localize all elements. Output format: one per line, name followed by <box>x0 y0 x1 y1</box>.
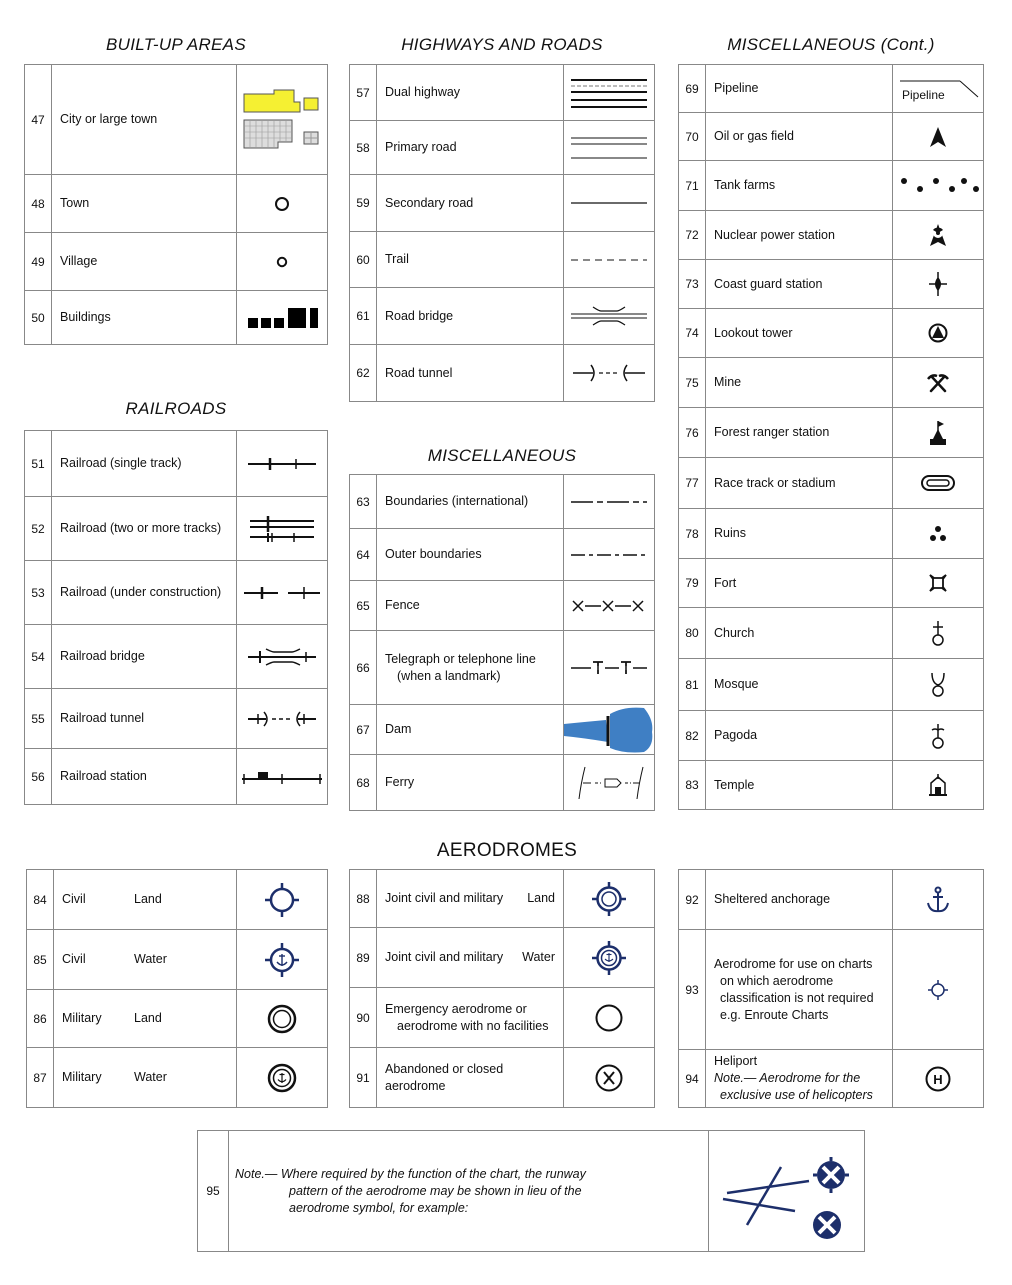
row-number: 75 <box>679 358 706 408</box>
table-row <box>679 113 984 161</box>
row-label: Railroad (under construction) <box>52 561 237 625</box>
row-label: Abandoned or closed aerodrome <box>377 1048 564 1108</box>
table-row <box>198 1131 865 1252</box>
table-row <box>679 260 984 309</box>
table-row <box>27 930 328 990</box>
row-number: 66 <box>350 631 377 705</box>
row-note: exclusive use of helicopters <box>720 1088 873 1102</box>
table-row <box>679 408 984 458</box>
secondary-road-icon <box>564 175 655 232</box>
row-label: Village <box>52 233 237 291</box>
road-tunnel-icon <box>564 345 655 402</box>
table-row <box>350 475 655 529</box>
fort-icon <box>893 559 984 608</box>
row-label: Lookout tower <box>706 309 893 358</box>
row-label: Buildings <box>52 291 237 345</box>
table-row <box>25 233 328 291</box>
row-label: Town <box>52 175 237 233</box>
row-number: 58 <box>350 121 377 175</box>
row-label: Heliport <box>714 1054 758 1068</box>
row-label: City or large town <box>52 65 237 175</box>
row-number: 80 <box>679 608 706 659</box>
table-row <box>679 559 984 608</box>
row-label: Pipeline <box>706 65 893 113</box>
row-label: Forest ranger station <box>706 408 893 458</box>
row-number: 60 <box>350 232 377 288</box>
table-row <box>25 175 328 233</box>
row-label-group <box>377 870 564 928</box>
abandoned-aerodrome-icon <box>564 1048 655 1108</box>
row-label: Road bridge <box>377 288 564 345</box>
runway-pattern-icon <box>709 1131 865 1252</box>
civil-water-icon <box>237 930 328 990</box>
row-label: Secondary road <box>377 175 564 232</box>
row-label-group <box>54 990 237 1048</box>
dam-icon <box>564 705 655 755</box>
row-number: 48 <box>25 175 52 233</box>
row-number: 69 <box>679 65 706 113</box>
row-label-group <box>54 1048 237 1108</box>
row-label-group <box>54 870 237 930</box>
row-label: Military <box>62 1011 102 1025</box>
row-number: 91 <box>350 1048 377 1108</box>
row-number: 83 <box>679 761 706 810</box>
outer-boundary-icon <box>564 529 655 581</box>
row-label: Tank farms <box>706 161 893 211</box>
boundary-icon <box>564 475 655 529</box>
row-label: Ruins <box>706 509 893 559</box>
table-row <box>350 870 655 928</box>
row-label: Emergency aerodrome or <box>385 1001 527 1016</box>
row-label: Coast guard station <box>706 260 893 309</box>
table-row <box>25 291 328 345</box>
ranger-station-icon <box>893 408 984 458</box>
misc-cont-table <box>678 64 984 810</box>
civil-land-icon <box>237 870 328 930</box>
railroad-multi-icon <box>237 497 328 561</box>
row-label: Ferry <box>377 755 564 811</box>
nuclear-icon <box>893 211 984 260</box>
temple-icon <box>893 761 984 810</box>
row-label: Dam <box>377 705 564 755</box>
svg-text:H: H <box>933 1071 943 1087</box>
row-label: Mine <box>706 358 893 408</box>
row-number: 51 <box>25 431 52 497</box>
fence-icon <box>564 581 655 631</box>
table-row <box>679 761 984 810</box>
row-number: 84 <box>27 870 54 930</box>
row-label: Joint civil and military <box>385 950 504 964</box>
row-label-group <box>54 930 237 990</box>
row-label: Pagoda <box>706 711 893 761</box>
row-type: Land <box>527 891 555 905</box>
anchor-icon <box>893 870 984 930</box>
road-bridge-icon <box>564 288 655 345</box>
row-type: Water <box>134 952 167 966</box>
row-number: 63 <box>350 475 377 529</box>
row-label: Fence <box>377 581 564 631</box>
table-row <box>350 988 655 1048</box>
row-label: Temple <box>706 761 893 810</box>
military-land-icon <box>237 990 328 1048</box>
mosque-icon <box>893 659 984 711</box>
railroad-single-icon <box>237 431 328 497</box>
built-up-table <box>24 64 328 345</box>
row-label: Trail <box>377 232 564 288</box>
row-number: 72 <box>679 211 706 260</box>
row-number: 89 <box>350 928 377 988</box>
row-label: Nuclear power station <box>706 211 893 260</box>
table-row <box>350 581 655 631</box>
row-label: Sheltered anchorage <box>706 870 893 930</box>
table-row <box>350 288 655 345</box>
row-sublabel: e.g. Enroute Charts <box>720 1007 829 1022</box>
table-row <box>350 345 655 402</box>
row-number: 78 <box>679 509 706 559</box>
note-line: aerodrome symbol, for example: <box>289 1200 469 1215</box>
row-type: Water <box>134 1070 167 1084</box>
row-label-group <box>706 930 893 1050</box>
row-label: Military <box>62 1070 102 1084</box>
row-label: Race track or stadium <box>706 458 893 509</box>
row-label: Telegraph or telephone line <box>385 651 536 666</box>
section-title-misc-cont: MISCELLANEOUS (Cont.) <box>727 35 935 54</box>
row-number: 59 <box>350 175 377 232</box>
table-row <box>350 755 655 811</box>
row-type: Land <box>134 1011 162 1025</box>
buildings-icon <box>237 291 328 345</box>
row-number: 92 <box>679 870 706 930</box>
table-row <box>679 309 984 358</box>
row-number: 82 <box>679 711 706 761</box>
row-type: Land <box>134 892 162 906</box>
row-sublabel: aerodrome with no facilities <box>397 1018 549 1033</box>
row-label: Aerodrome for use on charts <box>714 956 873 971</box>
row-label-group <box>377 928 564 988</box>
row-label: Oil or gas field <box>706 113 893 161</box>
table-row <box>25 625 328 689</box>
table-row <box>350 928 655 988</box>
table-row <box>25 689 328 749</box>
row-number: 65 <box>350 581 377 631</box>
table-row <box>25 749 328 805</box>
town-icon <box>237 175 328 233</box>
aerodromes-mid-table <box>349 869 655 1108</box>
table-row <box>350 65 655 121</box>
tank-farm-icon <box>893 161 984 211</box>
railroad-tunnel-icon <box>237 689 328 749</box>
row-label: Road tunnel <box>377 345 564 402</box>
table-row <box>679 659 984 711</box>
row-number: 55 <box>25 689 52 749</box>
table-row <box>679 608 984 659</box>
table-row <box>25 65 328 175</box>
table-row <box>679 509 984 559</box>
row-sublabel: classification is not required <box>720 990 874 1005</box>
note-95-table <box>197 1130 865 1252</box>
note-text: Aerodrome for the <box>759 1071 861 1085</box>
enroute-aerodrome-icon <box>893 930 984 1050</box>
city-icon <box>237 65 328 175</box>
joint-land-icon <box>564 870 655 928</box>
trail-icon <box>564 232 655 288</box>
row-number: 74 <box>679 309 706 358</box>
race-track-icon <box>893 458 984 509</box>
table-row <box>679 1050 984 1108</box>
table-row <box>350 232 655 288</box>
row-label: Mosque <box>706 659 893 711</box>
coast-guard-icon <box>893 260 984 309</box>
section-title-railroads: RAILROADS <box>125 399 227 418</box>
row-number: 86 <box>27 990 54 1048</box>
note-text-group <box>229 1131 709 1252</box>
military-water-icon <box>237 1048 328 1108</box>
emergency-aerodrome-icon <box>564 988 655 1048</box>
row-number: 57 <box>350 65 377 121</box>
row-label-group <box>377 631 564 705</box>
row-number: 67 <box>350 705 377 755</box>
railroad-bridge-icon <box>237 625 328 689</box>
table-row <box>679 458 984 509</box>
heliport-icon <box>893 1050 984 1108</box>
note-line: pattern of the aerodrome may be shown in lieu of the <box>289 1183 582 1198</box>
railroad-construction-icon <box>237 561 328 625</box>
row-number: 47 <box>25 65 52 175</box>
row-label: Joint civil and military <box>385 891 504 905</box>
telegraph-line-icon <box>564 631 655 705</box>
note-prefix: Note.— <box>714 1071 757 1085</box>
village-icon <box>237 233 328 291</box>
dual-highway-icon <box>564 65 655 121</box>
lookout-tower-icon <box>893 309 984 358</box>
church-icon <box>893 608 984 659</box>
aerodromes-right-table <box>678 869 984 1108</box>
table-row <box>679 161 984 211</box>
row-type: Water <box>522 950 555 964</box>
row-number: 70 <box>679 113 706 161</box>
table-row <box>27 870 328 930</box>
highways-table <box>349 64 655 402</box>
row-number: 62 <box>350 345 377 402</box>
row-label: Church <box>706 608 893 659</box>
row-number: 77 <box>679 458 706 509</box>
row-number: 95 <box>198 1131 229 1252</box>
row-number: 54 <box>25 625 52 689</box>
misc-table <box>349 474 655 811</box>
table-row <box>350 631 655 705</box>
row-number: 90 <box>350 988 377 1048</box>
note-line: Note.— Where required by the function of the chart, the runway <box>235 1166 586 1181</box>
row-number: 52 <box>25 497 52 561</box>
section-title-highways: HIGHWAYS AND ROADS <box>401 35 603 54</box>
table-row <box>350 1048 655 1108</box>
row-label: Railroad (two or more tracks) <box>52 497 237 561</box>
row-number: 93 <box>679 930 706 1050</box>
row-label: Railroad station <box>52 749 237 805</box>
row-number: 64 <box>350 529 377 581</box>
row-label: Railroad tunnel <box>52 689 237 749</box>
table-row <box>25 561 328 625</box>
row-label: Boundaries (international) <box>377 475 564 529</box>
row-label: Outer boundaries <box>377 529 564 581</box>
railroads-table <box>24 430 328 805</box>
row-label: Primary road <box>377 121 564 175</box>
railroad-station-icon <box>237 749 328 805</box>
mine-icon <box>893 358 984 408</box>
aerodromes-left-table <box>26 869 328 1108</box>
row-number: 71 <box>679 161 706 211</box>
section-title-misc: MISCELLANEOUS <box>427 446 577 465</box>
table-row <box>679 358 984 408</box>
pipeline-symbol-text: Pipeline <box>902 87 945 102</box>
row-number: 56 <box>25 749 52 805</box>
row-number: 53 <box>25 561 52 625</box>
row-number: 81 <box>679 659 706 711</box>
row-label: Dual highway <box>377 65 564 121</box>
row-number: 61 <box>350 288 377 345</box>
table-row <box>350 175 655 232</box>
table-row <box>679 711 984 761</box>
table-row <box>679 211 984 260</box>
table-row <box>27 990 328 1048</box>
section-title-built-up: BUILT-UP AREAS <box>106 35 246 54</box>
pagoda-icon <box>893 711 984 761</box>
primary-road-icon <box>564 121 655 175</box>
row-label: Railroad bridge <box>52 625 237 689</box>
table-row <box>27 1048 328 1108</box>
table-row <box>679 870 984 930</box>
row-note <box>714 1070 892 1087</box>
row-number: 73 <box>679 260 706 309</box>
row-number: 79 <box>679 559 706 608</box>
ferry-icon <box>564 755 655 811</box>
row-number: 87 <box>27 1048 54 1108</box>
table-row <box>350 705 655 755</box>
table-row <box>350 121 655 175</box>
row-number: 88 <box>350 870 377 928</box>
joint-water-icon <box>564 928 655 988</box>
row-number: 50 <box>25 291 52 345</box>
row-label: Fort <box>706 559 893 608</box>
ruins-icon <box>893 509 984 559</box>
row-label-group <box>706 1050 893 1108</box>
row-label: Railroad (single track) <box>52 431 237 497</box>
row-label: Civil <box>62 952 86 966</box>
row-sublabel: (when a landmark) <box>397 668 501 683</box>
section-title-aerodromes: AERODROMES <box>436 840 578 861</box>
table-row <box>350 529 655 581</box>
table-row <box>679 930 984 1050</box>
row-number: 68 <box>350 755 377 811</box>
row-sublabel: on which aerodrome <box>720 973 834 988</box>
pipeline-icon <box>893 65 984 113</box>
row-number: 85 <box>27 930 54 990</box>
row-label-group <box>377 988 564 1048</box>
row-number: 49 <box>25 233 52 291</box>
oil-field-icon <box>893 113 984 161</box>
row-number: 94 <box>679 1050 706 1108</box>
row-label: Civil <box>62 892 86 906</box>
row-number: 76 <box>679 408 706 458</box>
table-row <box>25 497 328 561</box>
table-row <box>679 65 984 113</box>
table-row <box>25 431 328 497</box>
